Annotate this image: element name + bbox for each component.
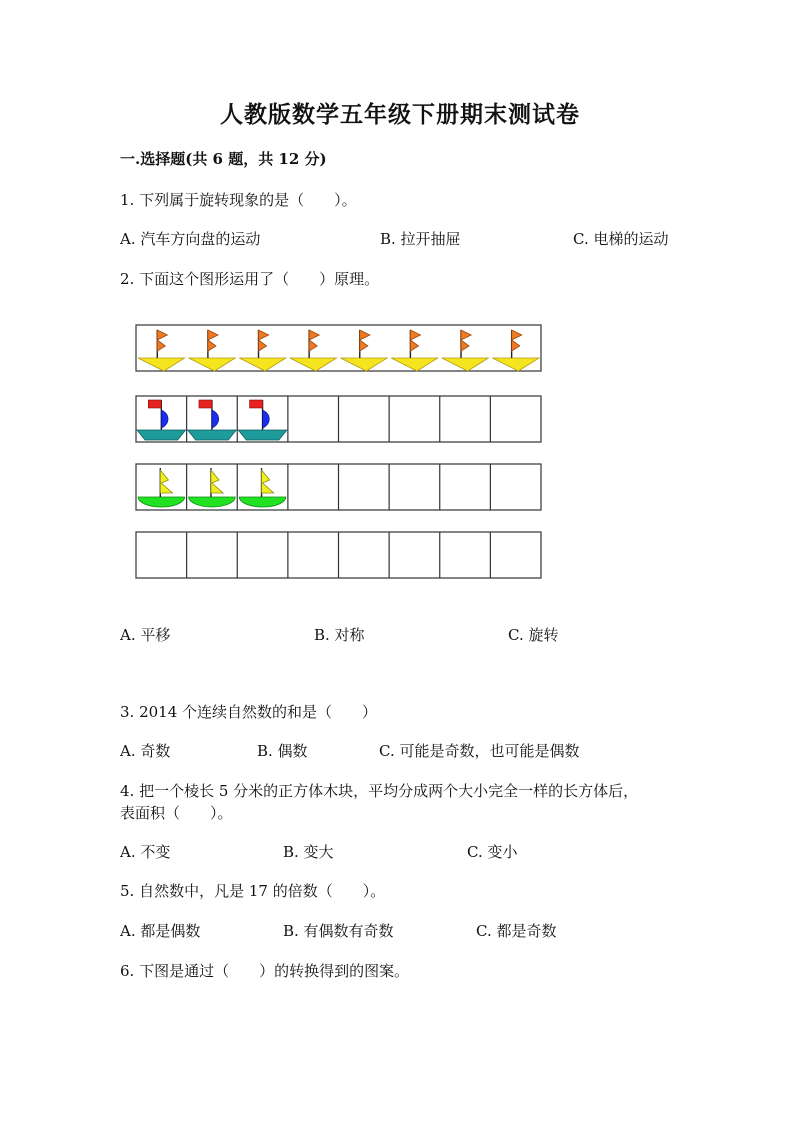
q4-option-b[interactable]: B. 变大: [283, 843, 334, 861]
red-flag: [250, 400, 263, 408]
boat-hull: [492, 358, 539, 371]
sail-boat-motif: [137, 400, 186, 440]
yellow-sail: [211, 470, 223, 493]
green-sail-boat-motif: [189, 468, 236, 507]
section-heading: 一.选择题(共 6 题，共 12 分): [120, 150, 327, 168]
yellow-sail: [160, 470, 172, 493]
blue-sail: [161, 410, 168, 428]
red-flag: [199, 400, 212, 408]
q4-option-c[interactable]: C. 变小: [467, 843, 518, 861]
green-sail-boat-motif: [138, 468, 185, 507]
green-sail-boat-motif: [239, 468, 286, 507]
q2-option-c[interactable]: C. 旋转: [508, 626, 559, 644]
question-3: 3. 2014 个连续自然数的和是（ ）: [120, 703, 378, 721]
q3-option-c[interactable]: C. 可能是奇数，也可能是偶数: [379, 742, 580, 760]
question-4-continued: 表面积（ ）。: [120, 804, 233, 822]
boat-hull: [238, 430, 287, 440]
orange-flag: [360, 330, 370, 351]
green-hull: [138, 497, 185, 507]
question-2: 2. 下面这个图形运用了（ ）原理。: [120, 270, 380, 288]
orange-flag: [309, 330, 319, 351]
boat-hull: [188, 430, 237, 440]
q3-option-b[interactable]: B. 偶数: [257, 742, 308, 760]
q1-option-b[interactable]: B. 拉开抽屉: [380, 230, 461, 248]
red-flag: [148, 400, 161, 408]
flag-boat-motif: [341, 330, 388, 371]
orange-flag: [410, 330, 420, 351]
q1-option-a[interactable]: A. 汽车方向盘的运动: [120, 230, 261, 248]
row-3-grid: [136, 464, 541, 510]
flag-boat-motif: [492, 330, 539, 371]
flag-boat-motif: [442, 330, 489, 371]
flag-boat-motif: [391, 330, 438, 371]
pattern-figure: [130, 322, 546, 584]
flag-boat-motif: [138, 330, 185, 371]
blue-sail: [212, 410, 219, 428]
orange-flag: [259, 330, 269, 351]
blue-sail: [263, 410, 270, 428]
boat-hull: [138, 358, 185, 371]
green-hull: [189, 497, 236, 507]
flag-boat-motif: [290, 330, 337, 371]
boat-hull: [189, 358, 236, 371]
question-1: 1. 下列属于旋转现象的是（ ）。: [120, 191, 357, 209]
boat-hull: [137, 430, 186, 440]
q1-option-c[interactable]: C. 电梯的运动: [573, 230, 669, 248]
orange-flag: [208, 330, 218, 351]
q5-option-c[interactable]: C. 都是奇数: [476, 922, 557, 940]
q5-option-b[interactable]: B. 有偶数有奇数: [283, 922, 394, 940]
sail-boat-motif: [238, 400, 287, 440]
boat-hull: [239, 358, 286, 371]
question-6: 6. 下图是通过（ ）的转换得到的图案。: [120, 962, 410, 980]
q5-option-a[interactable]: A. 都是偶数: [120, 922, 201, 940]
boat-hull: [341, 358, 388, 371]
question-5: 5. 自然数中，凡是 17 的倍数（ ）。: [120, 882, 386, 900]
q4-option-a[interactable]: A. 不变: [120, 843, 171, 861]
boat-hull: [290, 358, 337, 371]
orange-flag: [157, 330, 167, 351]
row-2-grid: [136, 396, 541, 442]
orange-flag: [461, 330, 471, 351]
green-hull: [239, 497, 286, 507]
flag-boat-motif: [189, 330, 236, 371]
orange-flag: [512, 330, 522, 351]
boat-hull: [391, 358, 438, 371]
row-1-strip: [136, 325, 541, 371]
boat-hull: [442, 358, 489, 371]
q2-option-b[interactable]: B. 对称: [314, 626, 365, 644]
row-4-grid: [136, 532, 541, 578]
question-4: 4. 把一个棱长 5 分米的正方体木块，平均分成两个大小完全一样的长方体后，: [120, 782, 639, 800]
sail-boat-motif: [188, 400, 237, 440]
flag-boat-motif: [239, 330, 286, 371]
exam-title: 人教版数学五年级下册期末测试卷: [220, 101, 580, 128]
yellow-sail: [262, 470, 274, 493]
q3-option-a[interactable]: A. 奇数: [120, 742, 171, 760]
q2-option-a[interactable]: A. 平移: [120, 626, 171, 644]
